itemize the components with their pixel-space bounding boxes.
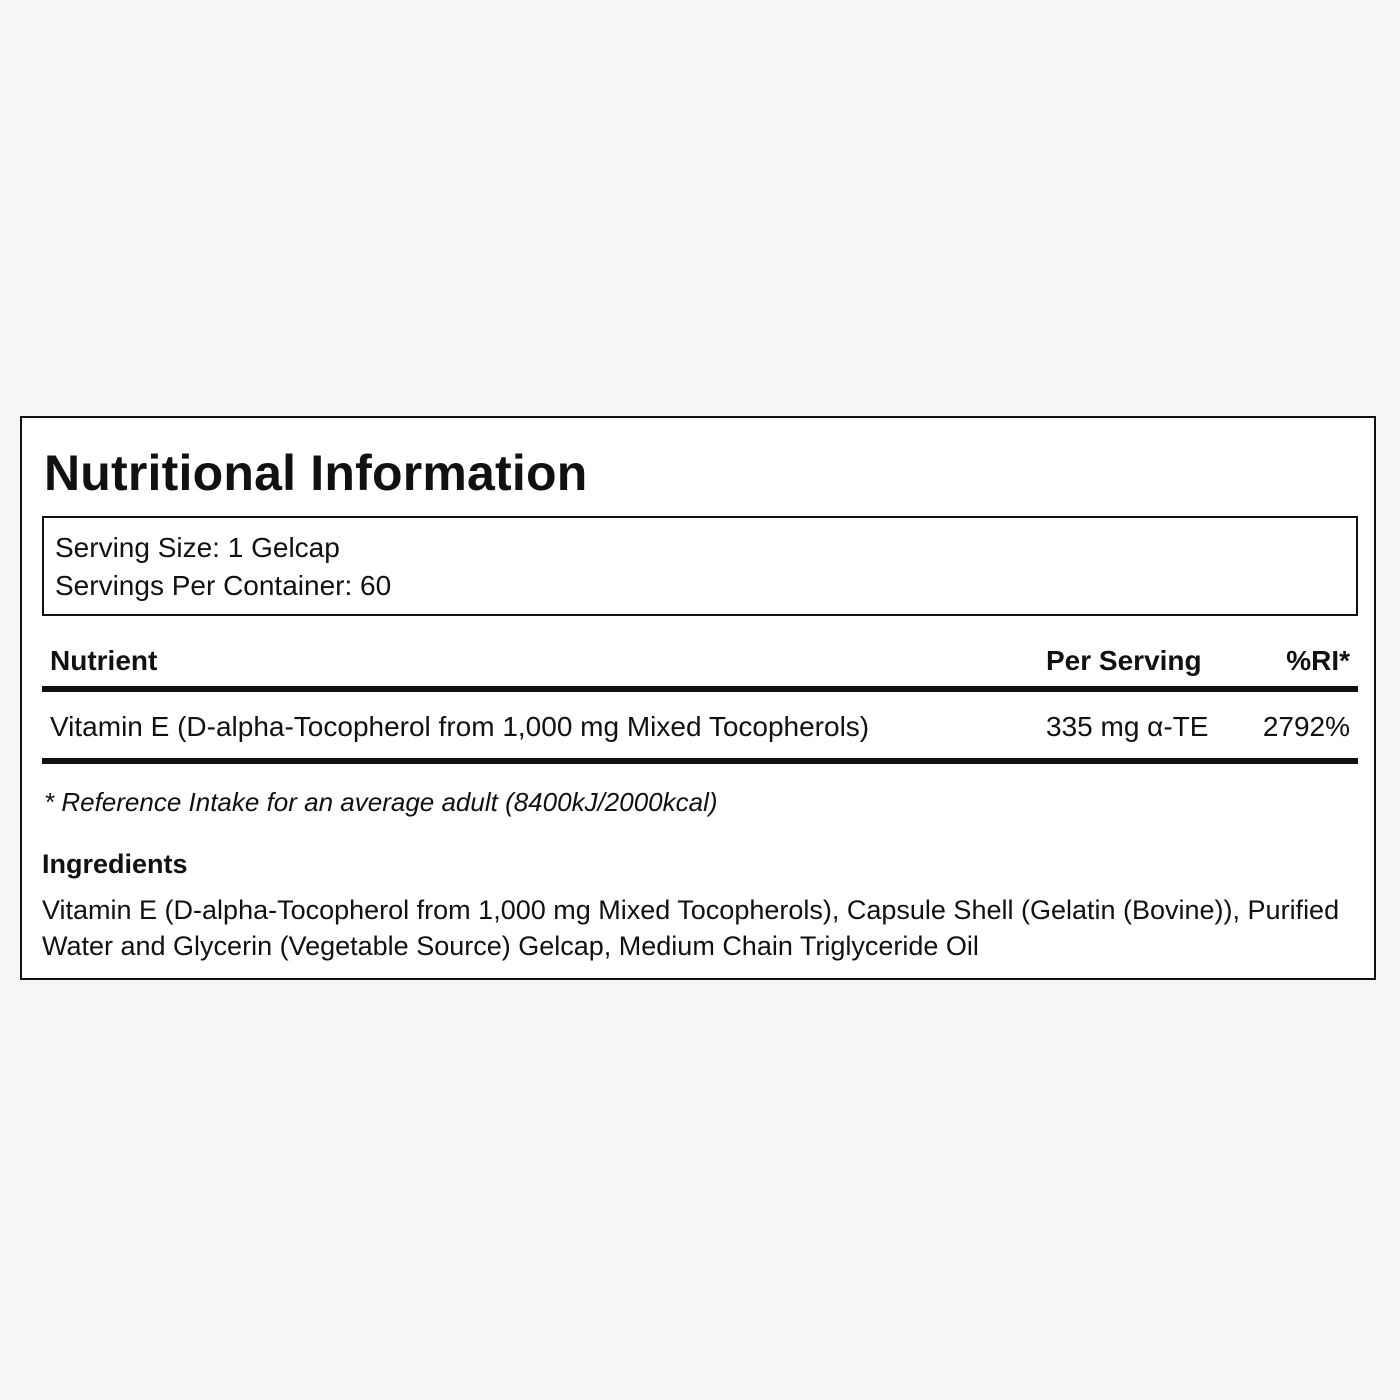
- serving-info-box: [42, 516, 1358, 616]
- servings-per-container: Servings Per Container: 60: [55, 570, 392, 601]
- header-nutrient: Nutrient: [50, 645, 158, 676]
- serving-size: Serving Size: 1 Gelcap: [55, 532, 340, 563]
- ingredients-heading: Ingredients: [42, 849, 188, 879]
- row-nutrient-name: Vitamin E (D-alpha-Tocopherol from 1,000 mg Mixed Tocopherols): [50, 711, 870, 742]
- header-per-serving: Per Serving: [1046, 645, 1202, 676]
- row-ri: 2792%: [1262, 711, 1350, 742]
- nutrition-label-card: [20, 416, 1376, 980]
- header-ri: %RI*: [1286, 645, 1350, 676]
- label-title: Nutritional Information: [44, 445, 588, 501]
- table-row: [42, 698, 1358, 764]
- reference-intake-footnote: * Reference Intake for an average adult (8400kJ/2000kcal): [44, 787, 718, 817]
- row-per-serving: 335 mg α-TE: [1046, 711, 1209, 742]
- nutrient-table-header: [42, 638, 1358, 692]
- ingredients-text: Vitamin E (D-alpha-Tocopherol from 1,000 mg Mixed Tocopherols), Capsule Shell (Gelatin (Bovine)), Purified Water and Glycerin (Vegetable Source) Gelcap, Medium Chain Triglyceride Oil: [42, 895, 1340, 961]
